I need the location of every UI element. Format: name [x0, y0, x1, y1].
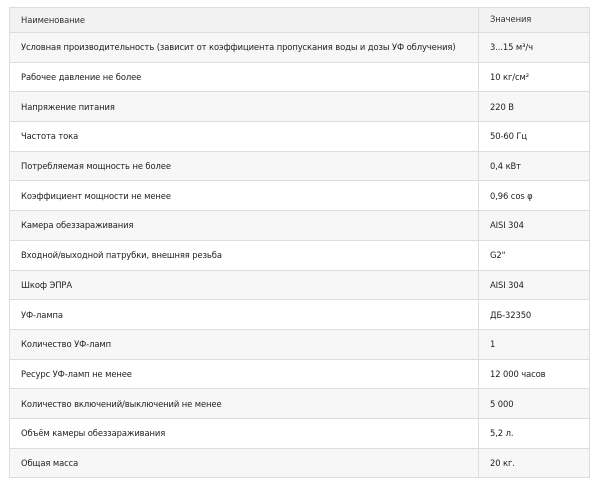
row-value: 1 [479, 329, 590, 359]
row-name: Шкоф ЭПРА [10, 270, 479, 300]
table-row [10, 329, 590, 359]
row-value: 50-60 Гц [479, 122, 590, 152]
row-name: Входной/выходной патрубки, внешняя резьба [10, 240, 479, 270]
table-row [10, 151, 590, 181]
table-row [10, 122, 590, 152]
row-name: Камера обеззараживания [10, 211, 479, 241]
row-name: Рабочее давление не более [10, 62, 479, 92]
table-row [10, 448, 590, 478]
table-header [10, 8, 590, 33]
row-value: AISI 304 [479, 270, 590, 300]
table-row [10, 240, 590, 270]
table-body [10, 33, 590, 478]
row-value: 5,2 л. [479, 418, 590, 448]
row-value: 10 кг/см² [479, 62, 590, 92]
row-name: Количество включений/выключений не менее [10, 389, 479, 419]
row-name: Общая масса [10, 448, 479, 478]
table-row [10, 62, 590, 92]
row-value: ДБ-32350 [479, 300, 590, 330]
row-name: Потребляемая мощность не более [10, 151, 479, 181]
row-value: 220 В [479, 92, 590, 122]
row-value: 20 кг. [479, 448, 590, 478]
row-value: AISI 304 [479, 211, 590, 241]
header-name: Наименование [10, 8, 479, 33]
row-name: Коэффициент мощности не менее [10, 181, 479, 211]
specifications-table [9, 7, 590, 478]
table-row [10, 270, 590, 300]
row-name: УФ-лампа [10, 300, 479, 330]
table-row [10, 359, 590, 389]
table-row [10, 181, 590, 211]
header-row [10, 8, 590, 33]
row-name: Напряжение питания [10, 92, 479, 122]
header-value: Значения [479, 8, 590, 33]
row-name: Частота тока [10, 122, 479, 152]
row-value: 0,4 кВт [479, 151, 590, 181]
row-name: Ресурс УФ-ламп не менее [10, 359, 479, 389]
row-value: 5 000 [479, 389, 590, 419]
table-row [10, 389, 590, 419]
table-row [10, 92, 590, 122]
row-value: G2" [479, 240, 590, 270]
row-name: Количество УФ-ламп [10, 329, 479, 359]
row-name: Объём камеры обеззараживания [10, 418, 479, 448]
table-row [10, 211, 590, 241]
row-name: Условная производительность (зависит от коэффициента пропускания воды и дозы УФ облучения) [10, 33, 479, 63]
table-row [10, 33, 590, 63]
table-row [10, 300, 590, 330]
row-value: 0,96 cos φ [479, 181, 590, 211]
table-row [10, 418, 590, 448]
row-value: 12 000 часов [479, 359, 590, 389]
row-value: 3...15 м³/ч [479, 33, 590, 63]
